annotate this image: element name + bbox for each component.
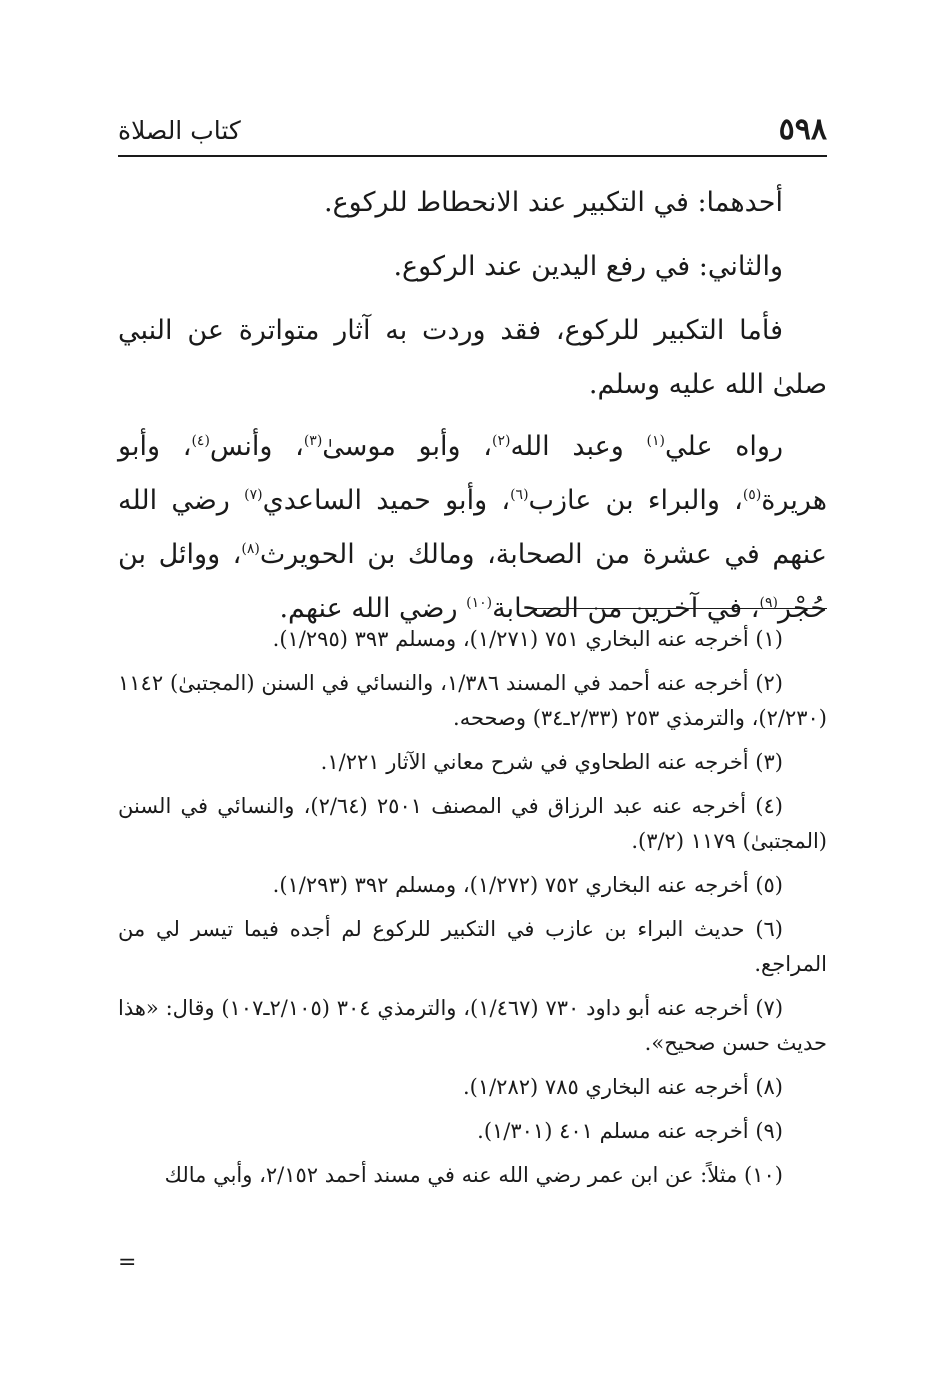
narrators-text: ، وأبو هريرة: [118, 431, 827, 516]
footnotes-section: [118, 622, 827, 1202]
footnote-ref-8: (٨): [241, 541, 260, 557]
footnote-ref-1: (١): [646, 433, 665, 449]
main-text-body: [118, 176, 827, 644]
footnote-6: (٦) حديث البراء بن عازب في التكبير للركوع لم أجده فيما تيسر لي من المراجع.: [118, 917, 827, 976]
page-number: ٥٩٨: [778, 112, 827, 147]
footnote-3: (٣) أخرجه عنه الطحاوي في شرح معاني الآثار ١/٢٢١.: [320, 750, 783, 774]
narrators-text: ، وأنس: [209, 431, 304, 462]
running-title: كتاب الصلاة: [118, 116, 241, 145]
footnote-2: (٢) أخرجه عنه أحمد في المسند ١/٣٨٦، والنسائي في السنن (المجتبىٰ) ١١٤٢ (٢/٢٣٠)، والترمذي ٢٥٣ (٢/٣٣ـ٣٤) وصححه.: [118, 671, 827, 730]
footnote-8: (٨) أخرجه عنه البخاري ٧٨٥ (١/٢٨٢).: [462, 1075, 783, 1099]
footnote-ref-9: (٩): [759, 595, 778, 611]
narrators-text: ، ووائل بن حُجْر: [118, 539, 827, 624]
header-divider: [118, 155, 827, 157]
narrators-text: وعبد الله: [510, 431, 647, 462]
footnote-ref-10: (١٠): [466, 595, 493, 611]
footnote-continuation-mark: =: [118, 1250, 137, 1275]
narrators-text: ، وأبو حميد الساعدي: [262, 485, 511, 516]
narrators-text: رواه علي: [665, 431, 783, 462]
footnote-ref-3: (٣): [303, 433, 323, 449]
footnote-4: (٤) أخرجه عنه عبد الرزاق في المصنف ٢٥٠١ (٢/٦٤)، والنسائي في السنن (المجتبىٰ) ١١٧٩ (٣/٢).: [118, 794, 827, 853]
footnote-ref-6: (٦): [510, 487, 529, 503]
footnote-ref-5: (٥): [742, 487, 762, 503]
footnote-divider: [527, 608, 827, 609]
paragraph-second-point: والثاني: في رفع اليدين عند الركوع.: [393, 251, 783, 282]
narrators-text: ، وأبو موسىٰ: [322, 431, 492, 462]
narrators-text: ، في آخرين من الصحابة: [492, 593, 760, 624]
footnote-ref-2: (٢): [492, 433, 511, 449]
narrators-text: رضي الله عنهم.: [279, 593, 467, 624]
footnote-7: (٧) أخرجه عنه أبو داود ٧٣٠ (١/٤٦٧)، والترمذي ٣٠٤ (٢/١٠٥ـ١٠٧) وقال: «هذا حديث حسن صحيح».: [118, 996, 827, 1055]
footnote-5: (٥) أخرجه عنه البخاري ٧٥٢ (١/٢٧٢)، ومسلم ٣٩٢ (١/٢٩٣).: [272, 873, 783, 897]
narrators-text: ، والبراء بن عازب: [528, 485, 743, 516]
footnote-9: (٩) أخرجه عنه مسلم ٤٠١ (١/٣٠١).: [477, 1119, 783, 1143]
footnote-ref-4: (٤): [191, 433, 210, 449]
footnote-1: (١) أخرجه عنه البخاري ٧٥١ (١/٢٧١)، ومسلم ٣٩٣ (١/٢٩٥).: [272, 627, 783, 651]
narrators-text: رضي الله عنهم في عشرة من الصحابة، ومالك بن الحويرث: [118, 485, 827, 570]
paragraph-takbir: فأما التكبير للركوع، فقد وردت به آثار متواترة عن النبي صلىٰ الله عليه وسلم.: [118, 315, 827, 400]
page-header: [118, 112, 827, 156]
paragraph-first-point: أحدهما: في التكبير عند الانحطاط للركوع.: [323, 187, 783, 218]
footnote-10: (١٠) مثلاً: عن ابن عمر رضي الله عنه في مسند أحمد ٢/١٥٢، وأبي مالك: [164, 1163, 783, 1187]
footnote-ref-7: (٧): [244, 487, 263, 503]
paragraph-narrators: [118, 420, 827, 636]
